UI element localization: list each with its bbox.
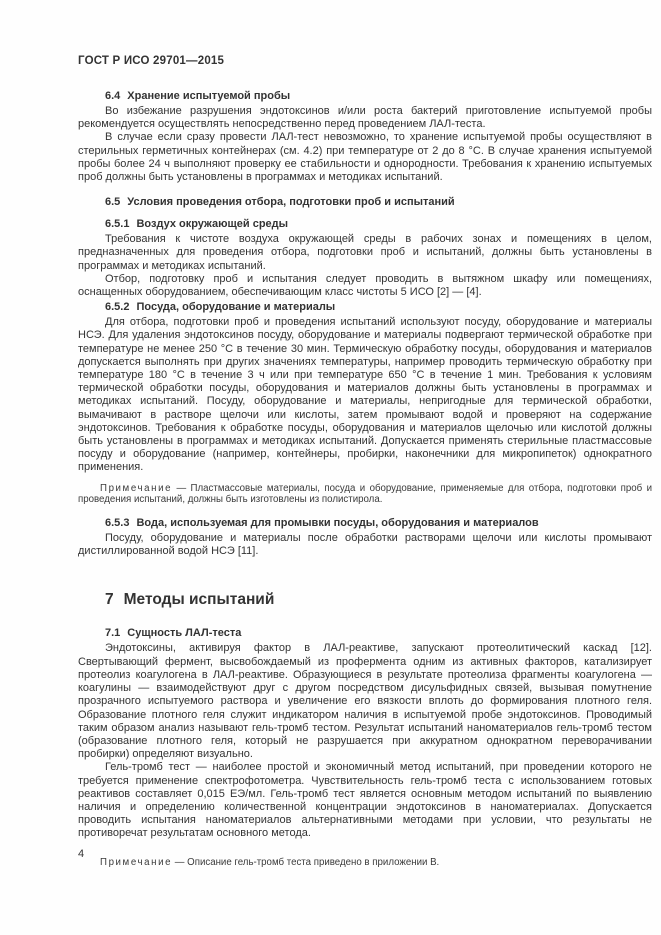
section-number: 7.1 xyxy=(105,627,121,640)
paragraph: В случае если сразу провести ЛАЛ-тест невозможно, то хранение испытуемой пробы осуществляют в стерильных герметичных контейнерах (см. 4.2) при температуре от 2 до 8 °С. В случае хранения испытуемой пробы более 24 ч выполняют проверку ее стабильности и однородности. Требования к хранению испытуемых проб должны быть установлены в программах и методиках испытаний. xyxy=(78,131,652,184)
section-number: 6.5.3 xyxy=(105,517,130,530)
note-label: Примечание xyxy=(100,856,173,868)
paragraph: Для отбора, подготовки проб и проведения испытаний используют посуду, оборудование и материалы НСЭ. Для удаления эндотоксинов посуду, оборудование и материалы подвергают термической обработке при температуре не менее 250 °С в течение 30 мин. Термическую обработку посуды, оборудования и материалов допускается выполнять при других значениях температуры, например проводить термическую обработку при температуре 180 °С в течение 3 ч или при температуре 650 °С в течение 1 мин. Требования к условиям термической обработки посуды, оборудования и материалов должны быть установлены в программах и методиках испытаний. Посуду, оборудование и материалы, непригодные для термической обработки, вымачивают в растворе щелочи или кислоты, затем промывают водой и проверяют на содержание эндотоксинов. Требования к обработке посуды, оборудования и материалов щелочью или кислотой должны быть установлены в программах и методиках испытаний. Допускается применять стерильные пластмассовые посуду и оборудование (например, контейнеры, пробирки, наконечники для микропипеток) однократного применения. xyxy=(78,316,652,474)
paragraph: Гель-тромб тест — наиболее простой и экономичный метод испытаний, при проведении которого не требуется применение спектрофотометра. Чувствительность гель-тромб теста с использованием готовых реактивов составляет 0,015 ЕЭ/мл. Гель-тромб тест является основным методом испытаний по выявлению наличия и определению количественной концентрации эндотоксинов в наноматериалах. Допускается проводить испытания наноматериалов альтернативными методами при условии, что результаты не противоречат результатам основного метода. xyxy=(78,761,652,840)
section-number: 6.4 xyxy=(105,90,121,102)
section-6-5-3-heading xyxy=(78,517,652,530)
note xyxy=(78,857,652,868)
note-label: Примечание xyxy=(100,482,173,494)
section-7-1-heading xyxy=(78,627,652,640)
note-text: — Пластмассовые материалы, посуда и оборудование, применяемые для отбора, подготовки проб и проведения испытаний, должны быть изготовлены из полистирола. xyxy=(78,482,652,505)
section-6-5-heading xyxy=(78,196,652,209)
note-text: — Описание гель-тромб теста приведено в приложении В. xyxy=(174,856,440,868)
paragraph: Эндотоксины, активируя фактор в ЛАЛ-реактиве, запускают протеолитический каскад [12]. Свертывающий фермент, высвобождаемый из профермента одним из активных факторов, катализирует протеолиз коагулогена в ЛАЛ-реактиве. Образующиеся в результате протеолиза фрагменты коагулогена — коагулины — взаимодействуют друг с другом посредством дисульфидных связей, вызывая помутнение прозрачного испытуемого раствора и увеличение его вязкости вплоть до формирования плотного геля. Образование плотного геля служит индикатором наличия в испытуемой пробе эндотоксинов. Проводимый таким образом анализ называют гель-тромб тестом. Результат испытаний наноматериалов гель-тромб тестом (образование плотного геля, который не разрушается при аккуратном однократном переворачивании пробирки) определяют визуально. xyxy=(78,642,652,761)
note xyxy=(78,483,652,505)
section-title: Условия проведения отбора, подготовки проб и испытаний xyxy=(127,196,455,209)
chapter-number: 7 xyxy=(105,591,114,609)
section-title: Хранение испытуемой пробы xyxy=(127,90,291,102)
section-6-5-1-heading xyxy=(78,218,652,231)
chapter-title: Методы испытаний xyxy=(123,591,275,609)
section-title: Посуда, оборудование и материалы xyxy=(136,301,336,314)
chapter-7-heading xyxy=(78,591,652,609)
paragraph: Посуду, оборудование и материалы после обработки растворами щелочи или кислоты промывают дистиллированной водой НСЭ [11]. xyxy=(78,532,652,558)
standard-code-header: ГОСТ Р ИСО 29701—2015 xyxy=(78,55,225,67)
section-6-4-heading xyxy=(78,90,652,103)
paragraph: Во избежание разрушения эндотоксинов и/или роста бактерий приготовление испытуемой пробы рекомендуется осуществлять непосредственно перед проведением ЛАЛ-теста. xyxy=(78,105,652,131)
section-number: 6.5 xyxy=(105,196,121,209)
section-number: 6.5.2 xyxy=(105,301,130,314)
section-6-5-2-heading xyxy=(78,301,652,314)
paragraph: Требования к чистоте воздуха окружающей среды в рабочих зонах и помещениях в целом, предназначенных для проведения отбора, подготовки проб и испытаний, должны быть установлены в программах и методиках испытаний. xyxy=(78,233,652,272)
section-title: Сущность ЛАЛ-теста xyxy=(127,627,242,640)
page-content xyxy=(78,55,652,868)
page-number: 4 xyxy=(78,848,85,860)
section-title: Вода, используемая для промывки посуды, оборудования и материалов xyxy=(136,517,539,530)
section-number: 6.5.1 xyxy=(105,218,130,231)
paragraph: Отбор, подготовку проб и испытания следует проводить в вытяжном шкафу или помещениях, оснащенных оборудованием, обеспечивающим класс чистоты 5 ИСО [2] — [4]. xyxy=(78,272,652,299)
section-title: Воздух окружающей среды xyxy=(136,218,289,231)
